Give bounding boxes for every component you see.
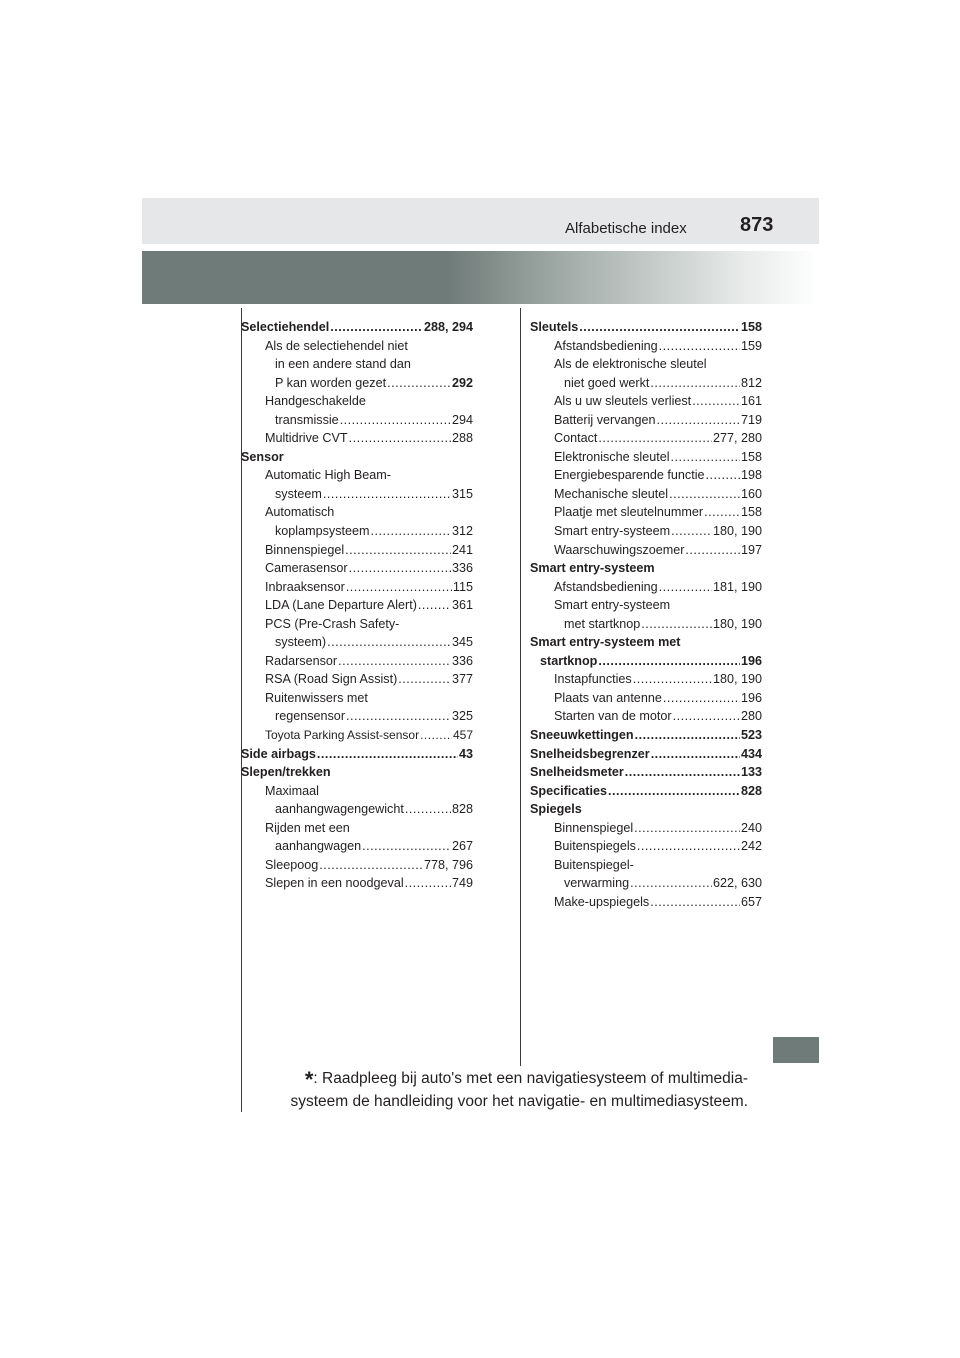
header-bar (142, 198, 819, 244)
index-term: Multidrive CVT (265, 431, 348, 446)
index-entry (241, 559, 473, 578)
index-term: P kan worden gezet (275, 375, 387, 390)
index-term: Ruitenwissers met (265, 690, 368, 705)
index-term: Side airbags (241, 746, 316, 761)
page-reference: 161 (740, 394, 762, 409)
dot-leader (651, 745, 740, 764)
dot-leader (598, 652, 740, 671)
page-reference: 336 (451, 561, 473, 576)
index-entry (530, 485, 762, 504)
index-entry (241, 337, 473, 356)
index-entry (241, 355, 473, 374)
index-term: PCS (Pre-Crash Safety- (265, 616, 400, 631)
index-term: Buitenspiegel- (554, 857, 634, 872)
page-reference: 657 (740, 894, 762, 909)
page-reference: 288, 294 (423, 320, 473, 334)
index-term: Sleepoog (265, 857, 319, 872)
index-term: Batterij vervangen (554, 412, 656, 427)
index-entry (530, 578, 762, 597)
index-entry (241, 745, 473, 764)
page-reference: 336 (451, 653, 473, 668)
index-term: LDA (Lane Departure Alert) (265, 598, 417, 613)
dot-leader (349, 559, 451, 578)
index-term: aanhangwagengewicht (275, 802, 404, 817)
dot-leader (346, 707, 451, 726)
index-entry (241, 633, 473, 652)
dot-leader (608, 782, 740, 801)
index-entry (530, 596, 762, 615)
dot-leader (671, 522, 712, 541)
dot-leader (398, 670, 451, 689)
page-reference: 242 (740, 839, 762, 854)
index-term: Automatisch (265, 505, 335, 520)
index-entry (241, 615, 473, 634)
index-entry (530, 466, 762, 485)
index-term: Sleutels (530, 320, 579, 334)
index-entry (241, 874, 473, 893)
index-entry (530, 726, 762, 745)
index-entry (530, 429, 762, 448)
dot-leader (685, 541, 740, 560)
index-entry (530, 819, 762, 838)
index-entry (241, 374, 473, 393)
dot-leader (418, 596, 451, 615)
column-divider (520, 308, 521, 1066)
index-term: Inbraaksensor (265, 579, 345, 594)
dot-leader (387, 374, 451, 393)
index-term: Starten van de motor (554, 709, 672, 724)
page-reference: 196 (740, 653, 762, 668)
dot-leader (319, 856, 423, 875)
dot-leader (641, 615, 712, 634)
index-entry (241, 429, 473, 448)
index-term: Contact (554, 431, 598, 446)
index-term: Radarsensor (265, 653, 338, 668)
index-entry (241, 522, 473, 541)
page-reference: 196 (740, 690, 762, 705)
dot-leader (362, 837, 451, 856)
page-number: 873 (740, 214, 774, 236)
index-entry (530, 522, 762, 541)
page-reference: 294 (451, 412, 473, 427)
page-reference: 241 (451, 542, 473, 557)
index-entry (241, 503, 473, 522)
page-reference: 280 (740, 709, 762, 724)
index-term: met startknop (564, 616, 641, 631)
index-term: Specificaties (530, 783, 608, 798)
index-entry (241, 670, 473, 689)
footnote-marker: * (304, 1067, 314, 1092)
index-entry (530, 763, 762, 782)
index-term: Energiebesparende functie (554, 468, 705, 483)
index-entry (241, 652, 473, 671)
index-term: Buitenspiegels (554, 839, 636, 854)
page-reference: 43 (458, 746, 473, 761)
index-entry (241, 596, 473, 615)
dot-leader (650, 374, 740, 393)
index-entry (241, 707, 473, 726)
index-entry (530, 559, 762, 578)
index-term: Smart entry-systeem (554, 524, 671, 539)
index-entry (241, 485, 473, 504)
dot-leader (673, 707, 740, 726)
footnote-text-1: : Raadpleeg bij auto's met een navigatiesysteem of multimedia- (313, 1070, 748, 1087)
index-entry (241, 466, 473, 485)
page-reference: 315 (451, 486, 473, 501)
index-term: Sensor (241, 449, 284, 464)
footnote-text-2: systeem de handleiding voor het navigatie- en multimediasysteem. (290, 1093, 748, 1110)
index-column-right (530, 318, 762, 912)
index-entry (241, 318, 473, 337)
index-term: Binnenspiegel (554, 820, 634, 835)
index-entry (530, 745, 762, 764)
page-reference: 133 (740, 765, 762, 780)
index-term: startknop (540, 653, 598, 668)
dot-leader (598, 429, 712, 448)
index-term: Smart entry-systeem (530, 561, 655, 576)
index-term: Binnenspiegel (265, 542, 345, 557)
dot-leader (634, 819, 740, 838)
dot-leader (371, 522, 451, 541)
dot-leader (657, 411, 740, 430)
page-reference: 345 (451, 635, 473, 650)
page-reference: 240 (740, 820, 762, 835)
index-entry (530, 411, 762, 430)
dot-leader (635, 726, 740, 745)
page-reference: 158 (740, 505, 762, 520)
index-entry (241, 689, 473, 708)
index-term: Afstandsbediening (554, 338, 658, 353)
index-term: RSA (Road Sign Assist) (265, 672, 398, 687)
index-term: koplampsysteem (275, 524, 370, 539)
page-reference: 523 (740, 728, 762, 743)
index-term: Als u uw sleutels verliest (554, 394, 692, 409)
index-term: Snelheidsbegrenzer (530, 746, 650, 761)
index-term: Plaats van antenne (554, 690, 662, 705)
index-entry (241, 448, 473, 467)
index-entry (241, 800, 473, 819)
dot-leader (405, 800, 451, 819)
index-entry (241, 782, 473, 801)
index-term: Spiegels (530, 802, 582, 817)
index-term: verwarming (564, 876, 630, 891)
index-entry (530, 448, 762, 467)
dot-leader (625, 763, 740, 782)
index-entry (241, 837, 473, 856)
index-term: systeem (275, 486, 322, 501)
dot-leader (420, 726, 452, 745)
dot-leader (663, 689, 740, 708)
index-column-left (241, 318, 473, 893)
index-term: Plaatje met sleutelnummer (554, 505, 704, 520)
index-entry (241, 763, 473, 782)
index-entry (530, 337, 762, 356)
dot-leader (704, 503, 740, 522)
index-entry (530, 837, 762, 856)
index-term: Make-upspiegels (554, 894, 650, 909)
dot-leader (405, 874, 451, 893)
page-reference: 158 (740, 320, 762, 334)
index-entry (241, 819, 473, 838)
dot-leader (692, 392, 740, 411)
index-entry (530, 355, 762, 374)
page-reference: 180, 190 (712, 524, 762, 539)
index-term: Als de elektronische sleutel (554, 357, 707, 372)
dot-leader (327, 633, 451, 652)
index-term: in een andere stand dan (275, 357, 411, 372)
index-entry (530, 652, 762, 671)
dot-leader (346, 578, 452, 597)
page-reference: 828 (740, 783, 762, 798)
page-reference: 198 (740, 468, 762, 483)
index-term: Smart entry-systeem (554, 598, 671, 613)
footnote (240, 1068, 748, 1113)
page-reference: 197 (740, 542, 762, 557)
index-entry (241, 392, 473, 411)
dot-leader (323, 485, 451, 504)
dot-leader (317, 745, 458, 764)
page-reference: 288 (451, 431, 473, 446)
index-entry (530, 670, 762, 689)
index-term: Automatic High Beam- (265, 468, 391, 483)
page-reference: 377 (451, 672, 473, 687)
page-reference: 622, 630 (712, 876, 762, 891)
index-term: regensensor (275, 709, 346, 724)
index-entry (530, 707, 762, 726)
index-term: niet goed werkt (564, 375, 650, 390)
page-reference: 828 (451, 802, 473, 817)
page-reference: 312 (451, 524, 473, 539)
index-term: Smart entry-systeem met (530, 635, 681, 650)
index-term: Elektronische sleutel (554, 449, 670, 464)
dot-leader (637, 837, 740, 856)
page-reference: 180, 190 (712, 672, 762, 687)
index-entry (530, 689, 762, 708)
page-reference: 361 (451, 598, 473, 613)
section-tab-marker (773, 1037, 819, 1063)
index-entry (530, 541, 762, 560)
index-term: Als de selectiehendel niet (265, 338, 408, 353)
index-term: systeem) (275, 635, 327, 650)
page-reference: 160 (740, 486, 762, 501)
dot-leader (349, 429, 451, 448)
index-term: Mechanische sleutel (554, 486, 669, 501)
dot-leader (669, 485, 740, 504)
page-reference: 267 (451, 839, 473, 854)
dot-leader (630, 874, 712, 893)
page-reference: 159 (740, 338, 762, 353)
index-entry (530, 874, 762, 893)
index-term: Afstandsbediening (554, 579, 658, 594)
dot-leader (633, 670, 712, 689)
page-reference: 778, 796 (423, 857, 473, 872)
page-reference: 719 (740, 412, 762, 427)
index-entry (530, 374, 762, 393)
index-term: Slepen/trekken (241, 765, 331, 780)
page-reference: 180, 190 (712, 616, 762, 631)
page-reference: 181, 190 (712, 579, 762, 594)
index-term: Maximaal (265, 783, 319, 798)
index-entry (530, 615, 762, 634)
index-entry (530, 800, 762, 819)
dot-leader (345, 541, 451, 560)
index-entry (530, 503, 762, 522)
dot-leader (706, 466, 740, 485)
index-entry (241, 578, 473, 597)
index-term: Selectiehendel (241, 320, 330, 334)
footnote-line-1 (240, 1068, 748, 1091)
index-entry (530, 856, 762, 875)
section-title: Alfabetische index (565, 220, 687, 237)
page-reference: 115 (452, 579, 473, 594)
index-entry (241, 541, 473, 560)
index-term: Slepen in een noodgeval (265, 876, 404, 891)
page-reference: 749 (451, 876, 473, 891)
index-entry (530, 893, 762, 912)
index-entry (530, 318, 762, 337)
index-entry (241, 856, 473, 875)
index-term: Toyota Parking Assist-sensor (265, 728, 420, 743)
dot-leader (671, 448, 740, 467)
index-term: Rijden met een (265, 820, 350, 835)
dot-leader (340, 411, 451, 430)
decorative-gradient-band (142, 251, 819, 304)
dot-leader (659, 337, 740, 356)
index-entry (530, 392, 762, 411)
index-term: Sneeuwkettingen (530, 728, 634, 743)
index-term: Handgeschakelde (265, 394, 366, 409)
page-reference: 325 (451, 709, 473, 724)
page-reference: 277, 280 (712, 431, 762, 446)
dot-leader (659, 578, 712, 597)
index-entry (530, 782, 762, 801)
index-term: Waarschuwingszoemer (554, 542, 685, 557)
index-term: Camerasensor (265, 561, 348, 576)
page-reference: 434 (740, 746, 762, 761)
index-term: aanhangwagen (275, 839, 362, 854)
page-reference: 292 (451, 375, 473, 390)
page-reference: 158 (740, 449, 762, 464)
page-reference: 812 (740, 375, 762, 390)
index-term: Snelheidsmeter (530, 765, 624, 780)
page-reference: 457 (452, 728, 473, 743)
index-entry (241, 726, 473, 745)
dot-leader (338, 652, 451, 671)
dot-leader (330, 318, 423, 337)
index-entry (241, 411, 473, 430)
dot-leader (579, 318, 740, 337)
index-term: transmissie (275, 412, 339, 427)
index-entry (530, 633, 762, 652)
index-term: Instapfuncties (554, 672, 632, 687)
dot-leader (650, 893, 740, 912)
